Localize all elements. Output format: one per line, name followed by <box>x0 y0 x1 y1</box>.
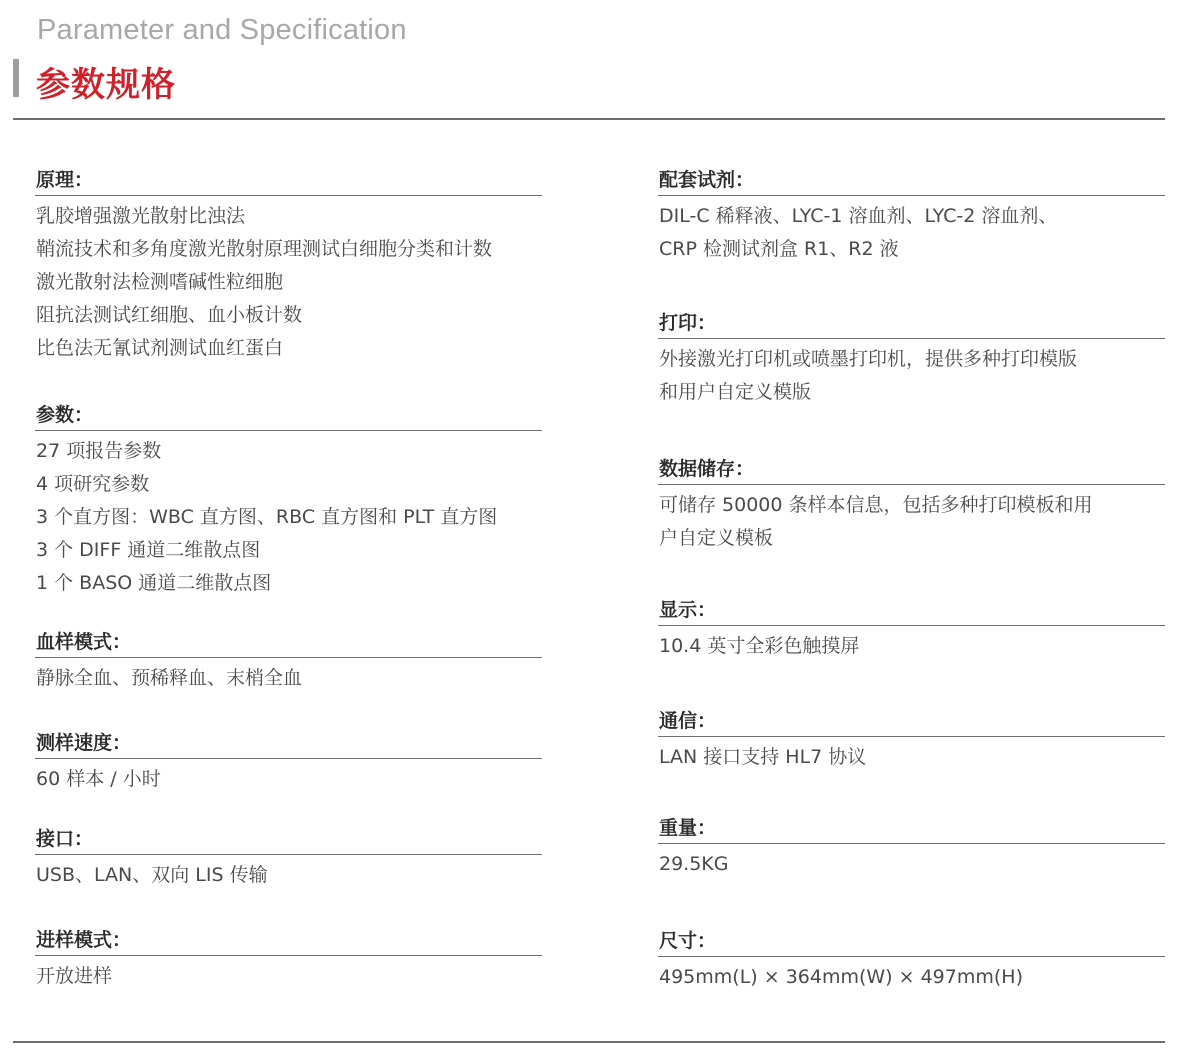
spec-line: USB、LAN、双向 LIS 传输 <box>36 864 268 886</box>
spec-section <box>35 730 542 796</box>
spec-section <box>35 927 542 993</box>
page-title-english: Parameter and Specification <box>37 14 407 46</box>
section-heading: 数据储存： <box>659 458 755 480</box>
spec-line: DIL-C 稀释液、LYC-1 溶血剂、LYC-2 溶血剂、 <box>659 205 1058 227</box>
spec-line: 开放进样 <box>36 965 113 987</box>
section-content <box>658 339 1165 409</box>
section-content <box>35 759 542 796</box>
bottom-divider <box>13 1041 1165 1043</box>
spec-section <box>658 928 1165 994</box>
spec-line: 495mm(L) × 364mm(W) × 497mm(H) <box>659 966 1023 988</box>
spec-line: 户自定义模板 <box>659 527 774 549</box>
spec-section <box>35 826 542 892</box>
spec-line: 60 样本 / 小时 <box>36 768 161 790</box>
section-content <box>658 844 1165 881</box>
spec-line: 3 个直方图：WBC 直方图、RBC 直方图和 PLT 直方图 <box>36 506 498 528</box>
spec-section <box>658 597 1165 663</box>
spec-line: 29.5KG <box>659 853 729 875</box>
spec-section <box>658 456 1165 555</box>
section-content <box>658 626 1165 663</box>
section-heading: 显示： <box>659 599 717 621</box>
spec-section <box>658 708 1165 774</box>
spec-line: 阻抗法测试红细胞、血小板计数 <box>36 304 303 326</box>
spec-line: LAN 接口支持 HL7 协议 <box>659 746 867 768</box>
spec-line: 27 项报告参数 <box>36 440 162 462</box>
section-heading: 参数： <box>36 404 94 426</box>
spec-line: 10.4 英寸全彩色触摸屏 <box>659 635 860 657</box>
spec-section <box>658 310 1165 409</box>
section-content <box>658 485 1165 555</box>
spec-line: 和用户自定义模版 <box>659 381 812 403</box>
section-content <box>35 956 542 993</box>
section-heading: 原理： <box>36 169 94 191</box>
spec-line: 鞘流技术和多角度激光散射原理测试白细胞分类和计数 <box>36 238 493 260</box>
spec-line: 3 个 DIFF 通道二维散点图 <box>36 539 261 561</box>
spec-section <box>658 167 1165 266</box>
section-content <box>658 737 1165 774</box>
spec-section <box>35 167 542 365</box>
section-heading: 测样速度： <box>36 732 132 754</box>
spec-line: 乳胶增强激光散射比浊法 <box>36 205 246 227</box>
section-heading: 接口： <box>36 828 94 850</box>
spec-line: 静脉全血、预稀释血、末梢全血 <box>36 667 303 689</box>
spec-line: 比色法无氰试剂测试血红蛋白 <box>36 337 284 359</box>
section-content <box>658 957 1165 994</box>
section-content <box>658 196 1165 266</box>
title-accent-bar <box>13 59 19 97</box>
top-divider <box>13 118 1165 120</box>
section-heading: 尺寸： <box>659 930 717 952</box>
section-heading: 通信： <box>659 710 717 732</box>
section-heading: 血样模式： <box>36 631 132 653</box>
spec-section <box>35 402 542 600</box>
page-title: 参数规格 <box>36 65 176 105</box>
spec-line: 1 个 BASO 通道二维散点图 <box>36 572 272 594</box>
spec-section <box>35 629 542 695</box>
section-content <box>35 196 542 365</box>
spec-line: 4 项研究参数 <box>36 473 150 495</box>
spec-section <box>658 815 1165 881</box>
section-content <box>35 658 542 695</box>
spec-line: CRP 检测试剂盒 R1、R2 液 <box>659 238 899 260</box>
section-heading: 进样模式： <box>36 929 132 951</box>
spec-line: 外接激光打印机或喷墨打印机，提供多种打印模版 <box>659 348 1078 370</box>
section-heading: 重量： <box>659 817 717 839</box>
section-heading: 配套试剂： <box>659 169 755 191</box>
section-content <box>35 431 542 600</box>
section-heading: 打印： <box>659 312 717 334</box>
section-content <box>35 855 542 892</box>
spec-line: 激光散射法检测嗜碱性粒细胞 <box>36 271 284 293</box>
spec-line: 可储存 50000 条样本信息，包括多种打印模板和用 <box>659 494 1093 516</box>
